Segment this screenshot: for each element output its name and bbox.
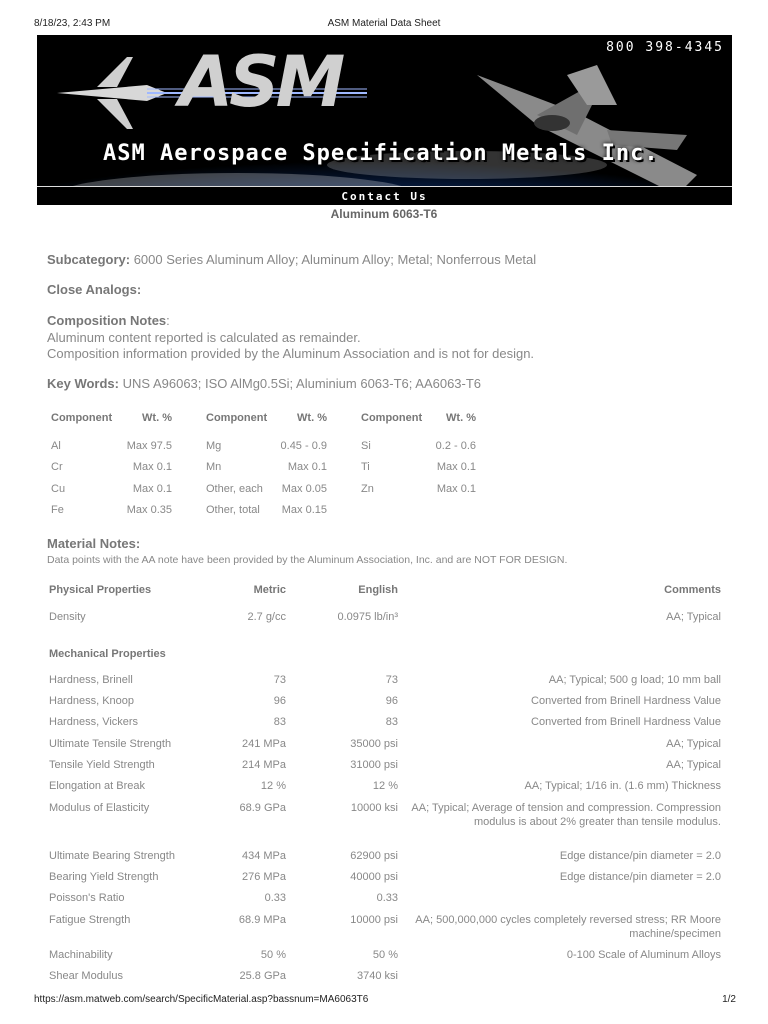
composition-element: Other, total (206, 504, 260, 516)
composition-element: Mn (206, 461, 222, 473)
property-metric: 73 (273, 674, 286, 686)
property-metric: 83 (273, 716, 286, 728)
property-metric: 25.8 GPa (239, 970, 286, 982)
composition-notes: Composition Notes: (47, 313, 170, 328)
property-metric: 96 (273, 695, 286, 707)
property-comment: 0-100 Scale of Aluminum Alloys (566, 949, 721, 961)
subcategory (47, 252, 536, 267)
wt-percent-header: Wt. % (446, 412, 476, 424)
contact-bar (37, 186, 732, 205)
property-name: Poisson's Ratio (49, 892, 125, 904)
composition-element: Al (51, 440, 61, 452)
composition-note-line: Composition information provided by the Aluminum Association and is not for design. (47, 346, 535, 361)
composition-weight: Max 0.1 (436, 483, 476, 495)
composition-element: Si (361, 440, 371, 452)
property-english: 62900 psi (350, 850, 398, 862)
property-name: Bearing Yield Strength (49, 871, 159, 883)
property-comment: Converted from Brinell Hardness Value (531, 716, 721, 728)
comments-header: Comments (664, 584, 721, 596)
close-analogs-label: Close Analogs: (47, 282, 142, 297)
property-metric: 68.9 GPa (239, 802, 286, 814)
property-english: 73 (385, 674, 398, 686)
property-comment: AA; Typical (666, 611, 721, 623)
property-comment: AA; Typical; 500 g load; 10 mm ball (548, 674, 721, 686)
subcategory-value: 6000 Series Aluminum Alloy; Aluminum Alloy; Metal; Nonferrous Metal (133, 252, 537, 267)
property-english: 10000 psi (350, 914, 398, 926)
component-header: Component (361, 412, 423, 424)
wt-percent-header: Wt. % (142, 412, 172, 424)
property-english: 96 (385, 695, 398, 707)
component-header: Component (51, 412, 113, 424)
property-metric: 434 MPa (241, 850, 286, 862)
asm-banner (37, 35, 732, 205)
composition-weight: 0.45 - 0.9 (280, 440, 327, 452)
property-name: Tensile Yield Strength (49, 759, 155, 771)
property-english: 40000 psi (350, 871, 398, 883)
composition-weight: Max 0.1 (287, 461, 327, 473)
property-comment: Edge distance/pin diameter = 2.0 (559, 871, 721, 883)
property-name: Density (49, 611, 86, 623)
print-header (0, 18, 768, 32)
composition-weight: Max 0.15 (281, 504, 327, 516)
english-header: English (358, 584, 398, 596)
property-name: Hardness, Knoop (49, 695, 134, 707)
page-number: 1/2 (722, 994, 736, 1005)
property-comment: AA; Typical; Average of tension and compression. Compression modulus is about 2% greater than tensile modulus. (411, 802, 721, 828)
composition-element: Cr (51, 461, 63, 473)
property-name: Elongation at Break (49, 780, 146, 792)
property-english: 31000 psi (350, 759, 398, 771)
company-name: ASM Aerospace Specification Metals Inc. (103, 141, 659, 166)
component-header: Component (206, 412, 268, 424)
property-english: 10000 ksi (350, 802, 398, 814)
subcategory-label: Subcategory: (47, 252, 131, 267)
composition-note-line: Aluminum content reported is calculated as remainder. (47, 330, 361, 345)
composition-element: Mg (206, 440, 222, 452)
property-name: Shear Modulus (49, 970, 123, 982)
asm-logo: ASM (179, 41, 342, 123)
composition-element: Other, each (206, 483, 263, 495)
property-metric: 0.33 (264, 892, 286, 904)
mechanical-properties-header: Mechanical Properties (49, 648, 166, 660)
property-english: 12 % (372, 780, 398, 792)
composition-weight: Max 0.35 (126, 504, 172, 516)
property-comment: Converted from Brinell Hardness Value (531, 695, 721, 707)
key-words-value: UNS A96063; ISO AlMg0.5Si; Aluminium 6063-T6; AA6063-T6 (122, 376, 482, 391)
material-notes-text: Data points with the AA note have been provided by the Aluminum Association, Inc. and are NOT FOR DESIGN. (47, 554, 568, 566)
property-comment: AA; 500,000,000 cycles completely reversed stress; RR Moore machine/specimen (415, 914, 721, 940)
property-name: Fatigue Strength (49, 914, 131, 926)
composition-weight: Max 97.5 (126, 440, 172, 452)
property-name: Modulus of Elasticity (49, 802, 150, 814)
print-title: ASM Material Data Sheet (327, 18, 441, 29)
key-words (47, 376, 481, 391)
property-comment: AA; Typical (666, 759, 721, 771)
property-english: 0.33 (376, 892, 398, 904)
phone-number: 800 398-4345 (606, 40, 724, 55)
property-name: Machinability (49, 949, 113, 961)
property-english: 0.0975 lb/in³ (337, 611, 398, 623)
close-analogs (47, 282, 141, 297)
composition-element: Ti (361, 461, 370, 473)
property-name: Ultimate Bearing Strength (49, 850, 175, 862)
physical-properties-header: Physical Properties (49, 584, 152, 596)
metric-header: Metric (253, 584, 286, 596)
composition-element: Fe (51, 504, 64, 516)
composition-notes-label: Composition Notes (47, 313, 167, 328)
property-metric: 214 MPa (241, 759, 286, 771)
wt-percent-header: Wt. % (297, 412, 327, 424)
property-english: 3740 ksi (357, 970, 398, 982)
material-notes-label: Material Notes: (47, 536, 141, 551)
composition-weight: Max 0.05 (281, 483, 327, 495)
property-english: 83 (385, 716, 398, 728)
property-name: Hardness, Vickers (49, 716, 139, 728)
composition-weight: Max 0.1 (436, 461, 476, 473)
property-metric: 12 % (260, 780, 286, 792)
print-date: 8/18/23, 2:43 PM (34, 18, 111, 29)
property-metric: 2.7 g/cc (247, 611, 286, 623)
composition-element: Cu (51, 483, 66, 495)
property-english: 50 % (372, 949, 398, 961)
composition-weight: 0.2 - 0.6 (435, 440, 476, 452)
property-comment: AA; Typical (666, 738, 721, 750)
property-metric: 241 MPa (241, 738, 286, 750)
property-metric: 50 % (260, 949, 286, 961)
property-english: 35000 psi (350, 738, 398, 750)
material-title: Aluminum 6063-T6 (330, 207, 438, 221)
composition-weight: Max 0.1 (132, 461, 172, 473)
property-comment: Edge distance/pin diameter = 2.0 (559, 850, 721, 862)
property-metric: 68.9 MPa (238, 914, 286, 926)
property-name: Hardness, Brinell (49, 674, 133, 686)
print-url: https://asm.matweb.com/search/SpecificMaterial.asp?bassnum=MA6063T6 (34, 994, 369, 1005)
property-name: Ultimate Tensile Strength (49, 738, 172, 750)
property-comment: AA; Typical; 1/16 in. (1.6 mm) Thickness (524, 780, 721, 792)
property-metric: 276 MPa (241, 871, 286, 883)
banner-artwork (37, 35, 732, 205)
composition-weight: Max 0.1 (132, 483, 172, 495)
contact-us-link[interactable]: Contact Us (341, 190, 428, 203)
key-words-label: Key Words: (47, 376, 119, 391)
composition-element: Zn (361, 483, 374, 495)
